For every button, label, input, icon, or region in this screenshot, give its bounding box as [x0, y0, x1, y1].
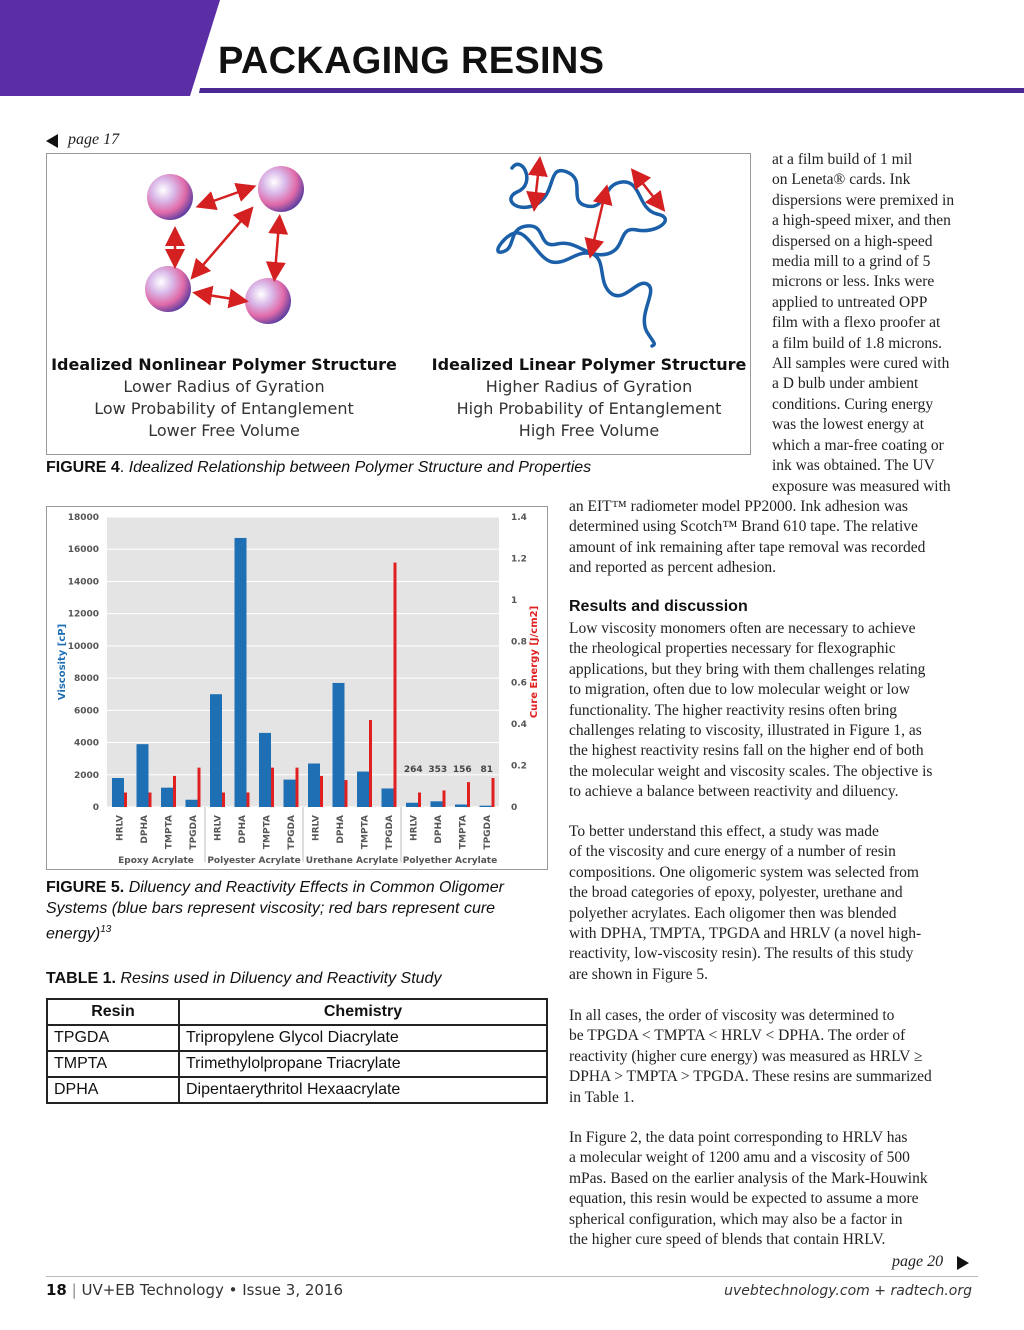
- figure-5-chart: [47, 507, 549, 871]
- cure-energy-bar: [320, 776, 323, 807]
- text-line: applications, but they bring with them challenges relating: [569, 660, 926, 678]
- viscosity-bar: [455, 804, 467, 807]
- paragraph-radiometer: [569, 497, 979, 579]
- linear-line: High Probability of Entanglement: [456, 399, 722, 418]
- table-row: [47, 1051, 547, 1077]
- y-tick-label: 16000: [67, 545, 99, 556]
- page-ref-top[interactable]: page 17: [68, 131, 120, 148]
- nonlinear-line: Lower Free Volume: [148, 421, 300, 440]
- y-tick-label: 12000: [67, 609, 99, 620]
- text-span: on Leneta: [772, 171, 834, 189]
- text-line: was the lowest energy at: [772, 416, 925, 434]
- text-line: polyether acrylates. Each oligomer then was blended: [569, 904, 897, 922]
- text-line: with DPHA, TMPTA, TPGDA and HRLV (a novel high-: [569, 925, 922, 943]
- table-cell: TPGDA: [47, 1025, 179, 1051]
- nonlinear-line: Lower Radius of Gyration: [123, 377, 325, 396]
- y-tick-label: 4000: [73, 738, 99, 749]
- polymer-chain-icon: [498, 164, 665, 346]
- sphere-icon: [245, 278, 291, 324]
- viscosity-bar: [112, 778, 124, 807]
- table-header: Resin: [47, 999, 179, 1025]
- text-span: ® cards. Ink: [833, 171, 911, 189]
- cure-energy-bar: [222, 793, 225, 808]
- text-line: of the viscosity and cure energy of a number of resin: [569, 843, 896, 861]
- cure-energy-bar: [418, 793, 421, 808]
- x-tick-label: TMPTA: [164, 815, 175, 850]
- text-line: and reported as percent adhesion.: [569, 559, 777, 577]
- x-tick-label: TPGDA: [188, 815, 199, 850]
- table-1-caption-text: Resins used in Diluency and Reactivity Study: [120, 970, 442, 987]
- text-line: To better understand this effect, a study was made: [569, 823, 879, 840]
- text-line: DPHA > TMPTA > TPGDA. These resins are summarized: [569, 1068, 932, 1086]
- cure-energy-bar: [369, 720, 372, 807]
- text-line: Low viscosity monomers often are necessary to achieve: [569, 620, 916, 637]
- figure-4: [46, 153, 751, 455]
- figure-5: [46, 506, 548, 870]
- x-tick-label: DPHA: [237, 815, 248, 844]
- group-label: Epoxy Acrylate: [118, 856, 194, 866]
- text-line: a film build of 1.8 microns.: [772, 334, 943, 352]
- figure-4-label: FIGURE 4: [46, 459, 120, 476]
- text-line: equation, this resin would be expected to assume a more: [569, 1190, 919, 1208]
- text-line: to achieve a balance between reactivity and diluency.: [569, 783, 899, 801]
- footer-rule: [46, 1276, 978, 1277]
- y2-tick-label: 0.2: [511, 761, 527, 772]
- viscosity-bar: [161, 788, 173, 807]
- linear-title: Idealized Linear Polymer Structure: [431, 355, 747, 374]
- table-row: [47, 1077, 547, 1103]
- text-line: determined using Scotch™ Brand 610 tape. The relative: [569, 518, 918, 536]
- plot-area: [107, 517, 499, 807]
- text-line: exposure was measured with: [772, 477, 951, 495]
- linear-caption: [414, 354, 764, 442]
- cure-energy-bar: [296, 768, 299, 807]
- cure-energy-bar: [492, 778, 495, 807]
- linear-line: High Free Volume: [518, 421, 660, 440]
- page-ref-bottom[interactable]: page 20: [892, 1253, 944, 1270]
- text-line: at a film build of 1 mil: [772, 151, 913, 168]
- table-header: Chemistry: [179, 999, 547, 1025]
- y-tick-label: 10000: [67, 641, 99, 652]
- text-line: the rheological properties necessary for flexographic: [569, 640, 896, 658]
- figure-5-caption-text: Diluency and Reactivity Effects in Common Oligomer Systems (blue bars represent viscosity; red bars represent cure energy): [46, 879, 504, 943]
- viscosity-bar: [210, 694, 222, 807]
- x-tick-label: HRLV: [311, 815, 322, 841]
- section-heading: Results and discussion: [569, 598, 748, 615]
- x-tick-label: DPHA: [335, 815, 346, 844]
- text-line: conditions. Curing energy: [772, 395, 934, 413]
- text-line: dispersions were premixed in: [772, 191, 955, 209]
- sphere-icon: [147, 174, 193, 220]
- footer-left: 18 | UV+EB Technology • Issue 3, 2016: [46, 1281, 344, 1299]
- figure-4-caption: FIGURE 4. Idealized Relationship between Polymer Structure and Properties: [46, 459, 592, 476]
- footer-right: [724, 1283, 972, 1299]
- figure-5-ref: 13: [100, 924, 112, 935]
- figure-5-caption: [46, 877, 546, 944]
- x-tick-label: TMPTA: [458, 815, 469, 850]
- table-cell: Tripropylene Glycol Diacrylate: [179, 1025, 547, 1051]
- y-tick-label: 2000: [73, 770, 99, 781]
- text-line: the molecular weight and viscosity scales. The objective is: [569, 762, 933, 780]
- text-line: In all cases, the order of viscosity was determined to: [569, 1007, 895, 1024]
- y-axis-label: Viscosity [cP]: [57, 623, 68, 701]
- viscosity-bar: [137, 744, 149, 807]
- plus-sign: +: [874, 1283, 886, 1299]
- text-line: a molecular weight of 1200 amu and a viscosity of 500: [569, 1149, 910, 1167]
- table-header-row: [47, 999, 547, 1025]
- table-row: [47, 1025, 547, 1051]
- x-tick-label: HRLV: [115, 815, 126, 841]
- cure-energy-bar: [394, 563, 397, 807]
- viscosity-bar: [406, 803, 418, 807]
- x-tick-label: TMPTA: [360, 815, 371, 850]
- site-link[interactable]: radtech.org: [890, 1283, 972, 1299]
- y-tick-label: 18000: [67, 513, 99, 523]
- text-line: reactivity, low-viscosity resin). The results of this study: [569, 945, 914, 963]
- viscosity-bar: [357, 772, 369, 807]
- nonlinear-line: Low Probability of Entanglement: [94, 399, 354, 418]
- text-line: be TPGDA < TMPTA < HRLV < DPHA. The order of: [569, 1027, 906, 1045]
- y2-tick-label: 0.6: [511, 678, 527, 689]
- x-tick-label: HRLV: [409, 815, 420, 841]
- publication-name: UV+EB Technology • Issue 3, 2016: [81, 1281, 344, 1299]
- y2-axis-label: Cure Energy [J/cm2]: [529, 605, 540, 719]
- cure-energy-bar: [149, 793, 152, 808]
- text-line: microns or less. Inks were: [772, 273, 935, 291]
- x-tick-label: DPHA: [433, 815, 444, 844]
- figure-4-caption-text: Idealized Relationship between Polymer Structure and Properties: [128, 459, 592, 476]
- text-line: [772, 170, 982, 190]
- text-line: film with a flexo proofer at: [772, 314, 941, 332]
- text-line: dispersed on a high-speed: [772, 232, 933, 250]
- text-line: challenges relating to viscosity, illustrated in Figure 1, as: [569, 722, 922, 740]
- table-cell: Trimethylolpropane Triacrylate: [179, 1051, 547, 1077]
- viscosity-bar: [382, 788, 394, 807]
- y-tick-label: 8000: [73, 674, 99, 685]
- y2-tick-label: 0.8: [511, 637, 527, 648]
- data-label: 353: [428, 765, 448, 775]
- text-line: All samples were cured with: [772, 355, 950, 373]
- text-line: the broad categories of epoxy, polyester, urethane and: [569, 884, 903, 902]
- text-line: spherical configuration, which may also be a factor in: [569, 1210, 903, 1228]
- viscosity-bar: [284, 780, 296, 807]
- paragraph-figure-2: [569, 1128, 979, 1250]
- group-label: Urethane Acrylate: [305, 856, 399, 866]
- body-column-top: [772, 150, 982, 497]
- text-line: which a mar-free coating or: [772, 436, 944, 454]
- page-number: 18: [46, 1281, 67, 1299]
- cure-energy-bar: [345, 780, 348, 807]
- viscosity-bar: [259, 733, 271, 807]
- y-tick-label: 6000: [73, 706, 99, 717]
- table-1-label: TABLE 1.: [46, 970, 116, 987]
- y2-tick-label: 1: [511, 595, 518, 606]
- y-tick-label: 0: [92, 803, 99, 813]
- viscosity-bar: [186, 800, 198, 807]
- y2-tick-label: 0.4: [511, 720, 527, 731]
- text-line: in Table 1.: [569, 1088, 635, 1106]
- arrow-left-icon: [46, 134, 58, 148]
- x-tick-label: TPGDA: [384, 815, 395, 850]
- text-line: a high-speed mixer, and then: [772, 212, 951, 230]
- viscosity-bar: [235, 538, 247, 807]
- table-cell: Dipentaerythritol Hexaacrylate: [179, 1077, 547, 1103]
- paragraph-study: [569, 822, 979, 985]
- page-title: PACKAGING RESINS: [218, 40, 605, 82]
- text-line: a D bulb under ambient: [772, 375, 919, 393]
- paragraph-results: [569, 619, 979, 803]
- text-line: the higher cure speed of blends that contain HRLV.: [569, 1231, 886, 1249]
- data-label: 156: [452, 765, 472, 775]
- data-label: 81: [480, 765, 494, 775]
- x-tick-label: TPGDA: [482, 815, 493, 850]
- site-link[interactable]: uvebtechnology.com: [724, 1283, 870, 1299]
- data-label: 264: [403, 765, 423, 775]
- text-line: In Figure 2, the data point corresponding to HRLV has: [569, 1129, 908, 1146]
- cure-energy-bar: [198, 768, 201, 807]
- arrow-right-icon: [957, 1256, 969, 1270]
- resins-table: [46, 998, 548, 1104]
- cure-energy-bar: [173, 776, 176, 807]
- y-tick-label: 14000: [67, 577, 99, 588]
- table-cell: TMPTA: [47, 1051, 179, 1077]
- cure-energy-bar: [124, 793, 127, 808]
- nonlinear-caption: [49, 354, 399, 442]
- viscosity-bar: [308, 764, 320, 808]
- text-line: applied to untreated OPP: [772, 293, 928, 311]
- sphere-icon: [258, 166, 304, 212]
- text-line: functionality. The higher reactivity resins often bring: [569, 701, 897, 719]
- figure-5-label: FIGURE 5.: [46, 879, 125, 896]
- viscosity-bar: [333, 683, 345, 807]
- group-label: Polyether Acrylate: [402, 856, 498, 866]
- sphere-icon: [145, 266, 191, 312]
- cure-energy-bar: [271, 768, 274, 807]
- viscosity-bar: [431, 801, 443, 807]
- table-1-caption: [46, 968, 546, 989]
- text-line: an EIT™ radiometer model PP2000. Ink adhesion was: [569, 498, 908, 515]
- y2-tick-label: 1.4: [511, 513, 527, 523]
- viscosity-bar: [480, 806, 492, 807]
- x-tick-label: DPHA: [139, 815, 150, 844]
- table-cell: DPHA: [47, 1077, 179, 1103]
- text-line: compositions. One oligomeric system was selected from: [569, 863, 919, 881]
- text-line: the highest reactivity resins fall on the higher end of both: [569, 742, 924, 760]
- text-line: media mill to a grind of 5: [772, 253, 931, 271]
- text-line: ink was obtained. The UV: [772, 457, 935, 475]
- text-line: are shown in Figure 5.: [569, 965, 709, 983]
- text-line: reactivity (higher cure energy) was measured as HRLV ≥: [569, 1047, 923, 1065]
- text-line: amount of ink remaining after tape removal was recorded: [569, 538, 926, 556]
- text-line: mPas. Based on the earlier analysis of the Mark-Houwink: [569, 1169, 928, 1187]
- paragraph-order: [569, 1006, 979, 1108]
- cure-energy-bar: [443, 790, 446, 807]
- x-tick-label: TMPTA: [262, 815, 273, 850]
- cure-energy-bar: [467, 782, 470, 807]
- x-tick-label: TPGDA: [286, 815, 297, 850]
- x-tick-label: HRLV: [213, 815, 224, 841]
- cure-energy-bar: [247, 793, 250, 808]
- linear-line: Higher Radius of Gyration: [485, 377, 693, 396]
- group-label: Polyester Acrylate: [207, 856, 301, 866]
- text-line: to migration, often due to low molecular weight or low: [569, 681, 910, 699]
- y2-tick-label: 1.2: [511, 554, 527, 565]
- nonlinear-title: Idealized Nonlinear Polymer Structure: [51, 355, 397, 374]
- y2-tick-label: 0: [511, 803, 518, 813]
